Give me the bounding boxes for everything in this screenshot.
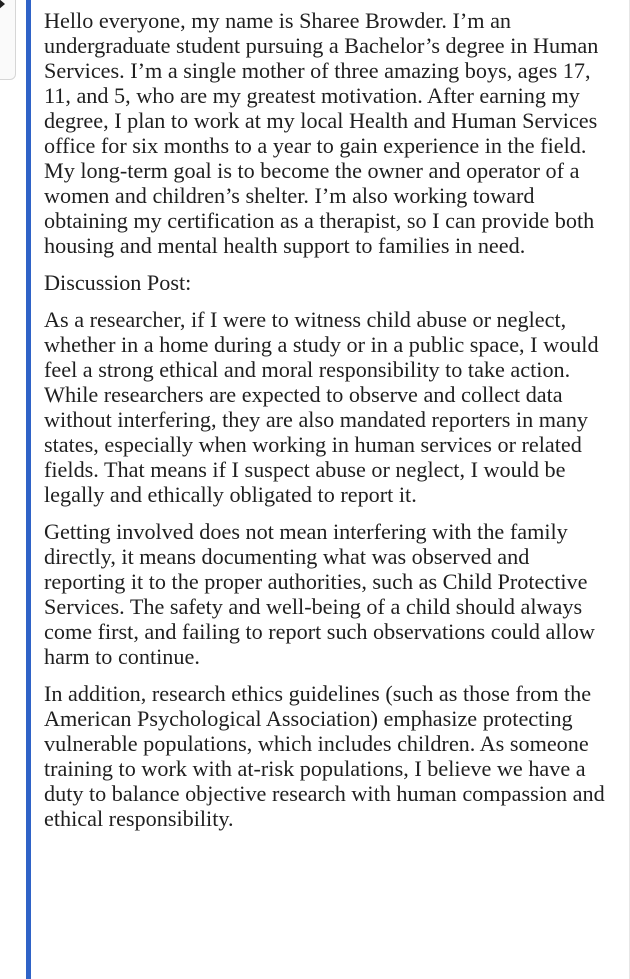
quote-accent-rule <box>26 0 31 979</box>
left-gutter <box>0 0 26 979</box>
post-paragraph-3: In addition, research ethics guidelines (such as those from the American Psychological Association) emphasize protecting vulnerable populations, which includes children. As someone training to work with at-risk populations, I believe we have a duty to balance objective research with human compassion and ethical responsibility. <box>44 681 605 831</box>
intro-paragraph: Hello everyone, my name is Sharee Browder. I’m an undergraduate student pursuing a Bachelor’s degree in Human Services. I’m a single mother of three amazing boys, ages 17, 11, and 5, who are my greatest motivation. After earning my degree, I plan to work at my local Health and Human Services office for six months to a year to gain experience in the field. My long-term goal is to become the owner and operator of a women and children’s shelter. I’m also working toward obtaining my certification as a therapist, so I can provide both housing and mental health support to families in need. <box>44 8 599 258</box>
post-paragraph-1: As a researcher, if I were to witness child abuse or neglect, whether in a home during a study or in a public space, I would feel a strong ethical and moral responsibility to take action. While researchers are expected to observe and collect data without interfering, they are also mandated reporters in many states, especially when working in human services or related fields. That means if I suspect abuse or neglect, I would be legally and ethically obligated to report it. <box>44 307 599 507</box>
discussion-heading: Discussion Post: <box>44 270 192 295</box>
triangle-right-icon <box>0 0 5 10</box>
expand-toggle-button[interactable] <box>0 0 16 80</box>
discussion-post <box>44 8 610 843</box>
post-paragraph-2: Getting involved does not mean interfering with the family directly, it means documenting what was observed and reporting it to the proper authorities, such as Child Protective Services. The safety and well-being of a child should always come first, and failing to report such observations could allow harm to continue. <box>44 519 595 669</box>
